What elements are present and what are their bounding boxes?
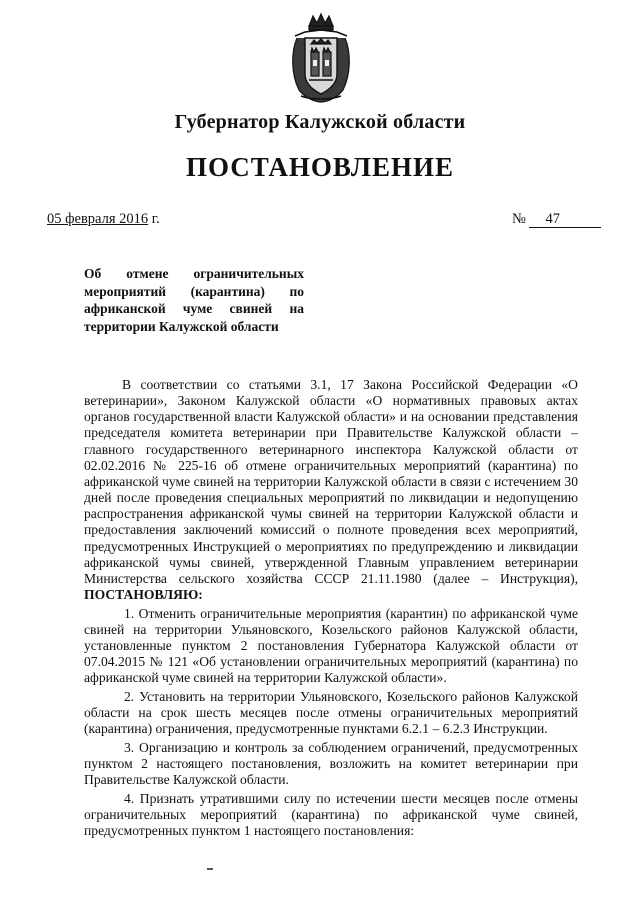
- clause-3: 3. Организацию и контроль за соблюдением ограничений, предусмотренных пунктом 2 настоящего постановления, возложить на комитет ветеринарии при Правительстве Калужской области.: [84, 739, 578, 788]
- issuer-title: Губернатор Калужской области: [174, 111, 466, 133]
- clause-1: 1. Отменить ограничительные мероприятия (карантин) по африканской чуме свиней на территории Ульяновского, Козельского районов Калужской области, установленные пунктом 2 постановления Губернатора Калужской области от 07.04.2015 № 121 «Об установлении ограничительных мероприятий (карантина) по африканской чуме свиней на территории Калужской области».: [84, 605, 578, 686]
- document-number: [512, 211, 601, 228]
- document-date: [47, 211, 160, 228]
- clause-4: 4. Признать утратившими силу по истечении шести месяцев после отмены ограничительных мероприятий (карантина) по африканской чуме свиней, предусмотренных пунктом 1 настоящего постановления:: [84, 790, 578, 839]
- number-prefix: №: [512, 211, 526, 227]
- document-subject: Об отмене ограничительных мероприятий (карантина) по африканской чуме свиней на территории Калужской области: [84, 266, 304, 334]
- number-value: 47: [529, 212, 601, 228]
- clause-2: 2. Установить на территории Ульяновского, Козельского районов Калужской области на срок шесть месяцев после отмены ограничительных мероприятий (карантина) ограничения, предусмотренные пунктами 6.2.1 – 6.2.3 Инструкции.: [84, 688, 578, 737]
- date-suffix: г.: [148, 211, 160, 227]
- preamble-text: В соответствии со статьями 3.1, 17 Закона Российской Федерации «О ветеринарии», Законом Калужской области «О нормативных правовых актах органов государственной власти Калужской области» и на основании представления председателя комитета ветеринарии при Правительстве Калужской области – главного государственного ветеринарного инспектора Калужской области от 02.02.2016 № 225-16 об отмене ограничительных мероприятий (карантина) по африканской чуме свиней на территории Калужской области в связи с истечением 30 дней после проведения специальных мероприятий по ликвидации и недопущению распространения африканской чумы свиней на территории Калужской области и предоставления заключений комиссий о полноте проведения всех мероприятий, предусмотренных Инструкцией о мероприятиях по предупреждению и ликвидации африканской чумы свиней, утвержденной Главным управлением ветеринарии Министерства сельского хозяйства СССР 21.11.1980 (далее – Инструкция),: [84, 377, 578, 586]
- document-body: [84, 377, 578, 842]
- date-value: 05 февраля 2016: [47, 211, 149, 227]
- scan-artifact-mark: [207, 868, 213, 870]
- resolve-word: ПОСТАНОВЛЯЮ:: [84, 587, 203, 603]
- coat-of-arms-icon: [285, 12, 357, 104]
- preamble-paragraph: [84, 377, 578, 603]
- document-type-heading: ПОСТАНОВЛЕНИЕ: [185, 152, 455, 182]
